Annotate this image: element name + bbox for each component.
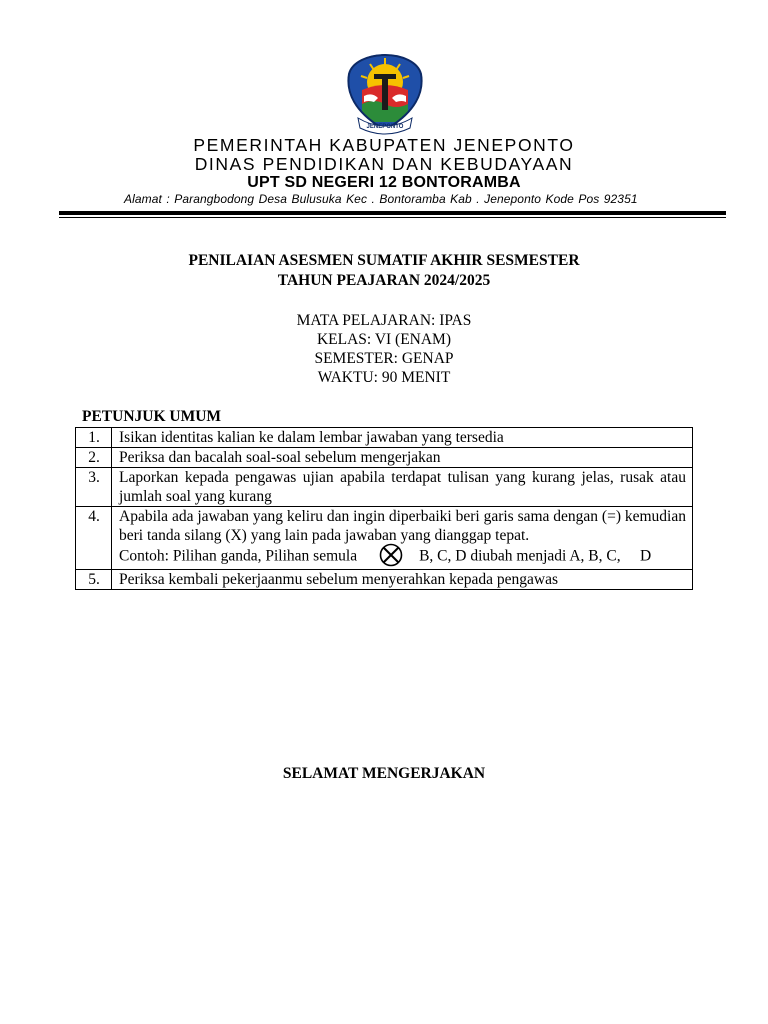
- crossed-circle-icon: [379, 543, 403, 567]
- table-row: [76, 428, 693, 448]
- academic-year: TAHUN PEAJARAN 2024/2025: [277, 272, 491, 289]
- time-line: WAKTU: 90 MENIT: [317, 369, 451, 386]
- document-title: PENILAIAN ASESMEN SUMATIF AKHIR SESMESTER: [188, 252, 580, 269]
- school-address: Alamat : Parangbodong Desa Bulusuka Kec . Bontoramba Kab . Jeneponto Kode Pos 92351: [124, 192, 638, 206]
- item-text: Laporkan kepada pengawas ujian apabila terdapat tulisan yang kurang jelas, rusak atau jumlah soal yang kurang: [112, 468, 693, 507]
- instructions-table: [75, 427, 693, 590]
- jeneponto-regency-emblem: [344, 52, 426, 138]
- item-cell: [112, 507, 693, 570]
- header-divider-thick: [59, 211, 726, 215]
- table-row: [76, 448, 693, 468]
- item-number: 1.: [76, 428, 112, 448]
- example-prefix: Contoh: Pilihan ganda, Pilihan semula: [119, 547, 358, 565]
- table-row: [76, 570, 693, 590]
- item-text: Isikan identitas kalian ke dalam lembar jawaban yang tersedia: [112, 428, 693, 448]
- closing-message: SELAMAT MENGERJAKAN: [282, 765, 486, 782]
- instructions-heading: PETUNJUK UMUM: [82, 408, 222, 425]
- semester-line: SEMESTER: GENAP: [314, 350, 454, 367]
- header-divider-thin: [59, 217, 726, 218]
- government-header: PEMERINTAH KABUPATEN JENEPONTO: [193, 135, 575, 155]
- item-text: Periksa dan bacalah soal-soal sebelum mengerjakan: [112, 448, 693, 468]
- table-row: [76, 468, 693, 507]
- item-number: 4.: [76, 507, 112, 570]
- class-line: KELAS: VI (ENAM): [316, 331, 452, 348]
- example-line: [119, 545, 686, 569]
- item-number: 2.: [76, 448, 112, 468]
- item-number: 5.: [76, 570, 112, 590]
- item-text: Apabila ada jawaban yang keliru dan ingin diperbaiki beri garis sama dengan (=) kemudian beri tanda silang (X) yang lain pada jawaban yang dianggap tepat.: [119, 508, 686, 544]
- table-row: [76, 507, 693, 570]
- example-suffix: B, C, D diubah menjadi A, B, C, D: [419, 547, 652, 565]
- item-text: Periksa kembali pekerjaanmu sebelum menyerahkan kepada pengawas: [112, 570, 693, 590]
- subject-line: MATA PELAJARAN: IPAS: [296, 312, 472, 329]
- logo-banner-text: JENEPONTO: [366, 124, 404, 130]
- item-number: 3.: [76, 468, 112, 507]
- department-header: DINAS PENDIDIKAN DAN KEBUDAYAAN: [194, 154, 574, 174]
- school-name: UPT SD NEGERI 12 BONTORAMBA: [247, 174, 521, 191]
